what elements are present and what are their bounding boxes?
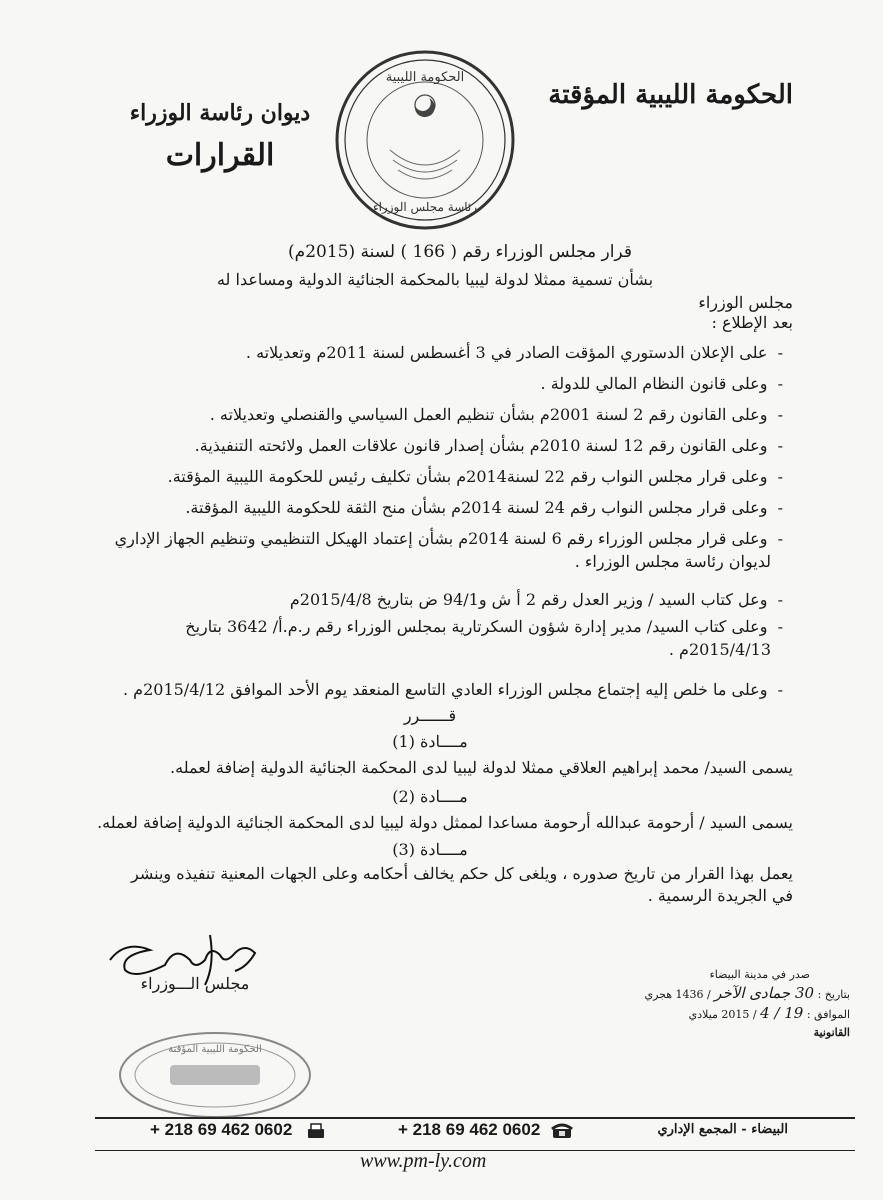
phone-number: + 218 69 462 0602 — [398, 1120, 541, 1139]
article-heading: مــــادة (2) — [392, 787, 468, 806]
seal-text-top: الحكومة الليبية — [385, 70, 465, 85]
hijri-year: / 1436 هجري — [644, 988, 711, 1001]
reference-text: وعلى ما خلص إليه إجتماع مجلس الوزراء العادي التاسع المنعقد يوم الأحد الموافق 2015/4/12م . — [123, 680, 768, 699]
decisions-heading: القرارات — [165, 138, 275, 173]
list-item: - وعلى قانون النظام المالي للدولة . — [540, 374, 783, 393]
list-item: - وعلى ما خلص إليه إجتماع مجلس الوزراء العادي التاسع المنعقد يوم الأحد الموافق 2015/4/12م . — [123, 680, 783, 699]
reference-continuation: لديوان رئاسة مجلس الوزراء . — [574, 552, 771, 571]
phone-icon — [551, 1123, 573, 1139]
reference-continuation: 2015/4/13م . — [668, 640, 771, 659]
list-item: - وعل كتاب السيد / وزير العدل رقم 2 أ ش و94/1 ض بتاريخ 2015/4/8م — [289, 590, 783, 609]
seal-text-bottom: رئاسة مجلس الوزراء — [372, 200, 478, 214]
decision-title: قرار مجلس الوزراء رقم ( 166 ) لسنة (2015م) — [288, 242, 632, 262]
list-item: - وعلى كتاب السيد/ مدير إدارة شؤون السكرتارية بمجلس الوزراء رقم ر.م.أ/ 3642 بتاريخ — [185, 617, 783, 636]
gregorian-value: 19 / 4 — [760, 1004, 804, 1022]
reference-text: وعلى القانون رقم 12 لسنة 2010م بشأن إصدار قانون علاقات العمل ولائحته التنفيذية. — [194, 436, 768, 455]
gregorian-year: / 2015 ميلادي — [688, 1008, 757, 1021]
reference-text: وعلى قرار مجلس الوزراء رقم 6 لسنة 2014م بشأن إعتماد الهيكل التنظيمي وتنظيم الجهاز الإداري — [114, 529, 768, 548]
diwan-name: ديوان رئاسة الوزراء — [129, 100, 311, 126]
hijri-date-line — [590, 984, 850, 1004]
reference-text: وعلى قانون النظام المالي للدولة . — [540, 374, 768, 393]
reference-text: وعلى قرار مجلس النواب رقم 24 لسنة 2014م بشأن منح الثقة للحكومة الليبية المؤقتة. — [185, 498, 768, 517]
phone-line — [398, 1120, 573, 1140]
government-seal — [330, 45, 520, 235]
reference-text: وعلى قرار مجلس النواب رقم 22 لسنة2014م بشأن تكليف رئيس للحكومة الليبية المؤقتة. — [167, 467, 768, 486]
gregorian-date-line — [590, 1004, 850, 1024]
gregorian-label: الموافق : — [806, 1008, 850, 1021]
article-text: يسمى السيد / أرحومة عبدالله أرحومة مساعدا لممثل دولة ليبيا لدى المحكمة الجنائية الدولية إضافة لعمله. — [97, 813, 793, 832]
list-item: - وعلى القانون رقم 12 لسنة 2010م بشأن إصدار قانون علاقات العمل ولائحته التنفيذية. — [194, 436, 783, 455]
stamp2-text: الحكومة الليبية المؤقتة — [168, 1044, 262, 1055]
list-item: - وعلى قرار مجلس النواب رقم 22 لسنة2014م بشأن تكليف رئيس للحكومة الليبية المؤقتة. — [167, 467, 783, 486]
fax-number: + 218 69 462 0602 — [150, 1120, 293, 1139]
article-heading: مــــادة (1) — [392, 732, 468, 751]
list-item: - على الإعلان الدستوري المؤقت الصادر في 3 أغسطس لسنة 2011م وتعديلاته . — [245, 343, 783, 362]
decision-subject: بشأن تسمية ممثلا لدولة ليبيا بالمحكمة الجنائية الدولية ومساعدا له — [216, 270, 654, 289]
list-item: - وعلى قرار مجلس الوزراء رقم 6 لسنة 2014م بشأن إعتماد الهيكل التنظيمي وتنظيم الجهاز الإداري — [114, 529, 783, 548]
article-text: في الجريدة الرسمية . — [647, 886, 793, 905]
reference-text: وعلى القانون رقم 2 لسنة 2001م بشأن تنظيم العمل السياسي والقنصلي وتعديلاته . — [209, 405, 768, 424]
reference-text: على الإعلان الدستوري المؤقت الصادر في 3 أغسطس لسنة 2011م وتعديلاته . — [245, 343, 768, 362]
decides-heading: قــــــرر — [403, 706, 457, 725]
article-text: يعمل بهذا القرار من تاريخ صدوره ، ويلغى كل حكم يخالف أحكامه وعلى الجهات المعنية تنفيذه وينشر — [131, 864, 793, 883]
issued-in: صدر في مدينة البيضاء — [709, 968, 810, 981]
reference-text: وعلى كتاب السيد/ مدير إدارة شؤون السكرتارية بمجلس الوزراء رقم ر.م.أ/ 3642 بتاريخ — [185, 617, 768, 636]
signature-label: مجلس الـــوزراء — [140, 974, 250, 993]
list-item: - وعلى القانون رقم 2 لسنة 2001م بشأن تنظيم العمل السياسي والقنصلي وتعديلاته . — [209, 405, 783, 424]
fax-icon — [307, 1123, 325, 1139]
website-link[interactable]: www.pm-ly.com — [360, 1150, 487, 1172]
footer-address: البيضاء - المجمع الإداري — [657, 1122, 788, 1137]
after-review-label: بعد الإطلاع : — [711, 313, 793, 332]
article-heading: مــــادة (3) — [392, 840, 468, 859]
legal-label: القانونية — [813, 1026, 850, 1039]
list-item: - وعلى قرار مجلس النواب رقم 24 لسنة 2014م بشأن منح الثقة للحكومة الليبية المؤقتة. — [185, 498, 783, 517]
fax-line — [150, 1120, 325, 1140]
hijri-value: 30 جمادى الآخر — [714, 984, 815, 1002]
article-text: يسمى السيد/ محمد إبراهيم العلاقي ممثلا لدولة ليبيا لدى المحكمة الجنائية الدولية إضافة لعمله. — [170, 758, 793, 777]
footer-divider — [95, 1117, 855, 1119]
office-stamp — [115, 1030, 315, 1120]
issue-stamp — [590, 966, 850, 1042]
reference-text: وعل كتاب السيد / وزير العدل رقم 2 أ ش و94/1 ض بتاريخ 2015/4/8م — [289, 590, 768, 609]
hijri-label: بتاريخ : — [817, 988, 850, 1001]
government-name: الحكومة الليبية المؤقتة — [548, 80, 793, 110]
council-label: مجلس الوزراء — [698, 293, 793, 312]
